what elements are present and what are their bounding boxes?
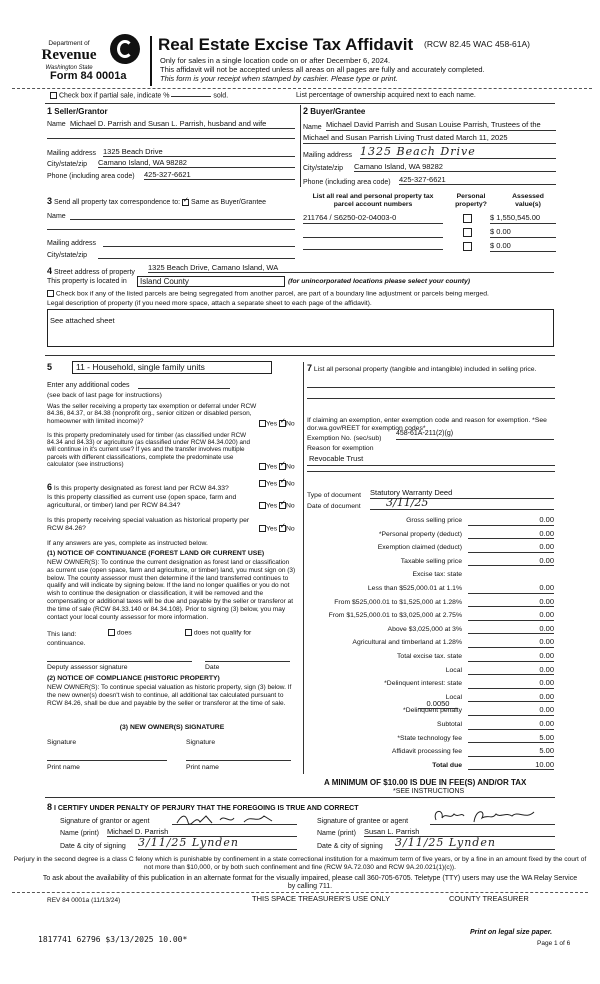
grantor-signature-image: [172, 812, 297, 826]
revenue-label: Revenue: [41, 47, 97, 64]
seller-mailing-field[interactable]: 1325 Beach Drive: [103, 148, 295, 157]
grantee-signature-image: [430, 806, 555, 825]
see-back-note: (see back of last page for instructions): [47, 392, 162, 399]
page-number: Page 1 of 6: [537, 940, 571, 947]
buyer-heading: 2 Buyer/Grantee: [303, 106, 366, 116]
certify-statement: 8 I CERTIFY UNDER PENALTY OF PERJURY THAT THE FOREGOING IS TRUE AND CORRECT: [47, 802, 359, 812]
alt-format-notice: To ask about the availability of this publication in an alternate format for the visually impaired, please call 360-705-6705. Teletype (TTY) users may use the WA Relay Service by calling 711.: [42, 875, 578, 891]
assessed-value-2[interactable]: $ 0.00: [490, 228, 556, 238]
segregate-row: Check box if any of the listed parcels are being segregated from another parcel, are part of a boundary line adjustment or parcels being merged.: [47, 290, 489, 298]
sig-label-1: Signature: [47, 739, 77, 746]
county-select[interactable]: Island County: [137, 276, 285, 287]
continuance-label: continuance.: [47, 640, 86, 647]
parcel-field-2[interactable]: [303, 229, 443, 238]
parcel-field-3[interactable]: [303, 241, 443, 250]
calc-row-value[interactable]: 0.00: [468, 557, 554, 567]
seller-phone-field[interactable]: 425-327-6621: [144, 171, 295, 180]
notice-compliance-title: (2) NOTICE OF COMPLIANCE (HISTORIC PROPERTY): [47, 675, 220, 682]
calc-row-value[interactable]: 0.00: [468, 652, 554, 662]
seller-name-label: Name: [47, 121, 66, 128]
calc-row-value[interactable]: 0.00: [468, 625, 554, 635]
q4-no-checkbox[interactable]: [279, 502, 286, 509]
sig-label-2: Signature: [186, 739, 216, 746]
calc-row-label: Total due: [432, 761, 462, 769]
q-exemption: Was the seller receiving a property tax exemption or deferral under RCW 84.36, 84.37, or 84.38 (nonprofit org., senior citizen or disabled person, homeowner with limited income)?: [47, 403, 257, 425]
segregate-checkbox[interactable]: [47, 290, 54, 297]
q5-no-checkbox[interactable]: [279, 525, 286, 532]
legal-paper-note: Print on legal size paper.: [470, 929, 553, 936]
buyer-phone-field[interactable]: 425-327-6621: [399, 176, 556, 185]
doc-date-label: Date of document: [307, 503, 361, 510]
grantor-name-field[interactable]: Michael D. Parrish: [107, 828, 297, 837]
q1-no-checkbox[interactable]: [279, 420, 286, 427]
seller-city-label: City/state/zip: [47, 161, 88, 168]
sec3-name-field[interactable]: [70, 211, 295, 220]
rcw-ref: (RCW 82.45 WAC 458-61A): [424, 39, 530, 49]
sec4-label: 4 Street address of property: [47, 266, 135, 276]
reason-label: Reason for exemption: [307, 445, 374, 452]
calc-row-value[interactable]: 0.00: [468, 611, 554, 621]
land-use-code-select[interactable]: 11 - Household, single family units: [72, 361, 272, 374]
buyer-mailing-field[interactable]: 1325 Beach Drive: [360, 146, 556, 159]
calc-row-value[interactable]: 0.00: [468, 706, 554, 716]
assessed-value-3[interactable]: $ 0.00: [490, 242, 556, 252]
sec12-top-rule: [45, 103, 555, 104]
ownership-note: List percentage of ownership acquired next to each name.: [296, 92, 476, 99]
calc-row-value[interactable]: 0.00: [468, 638, 554, 648]
seller-phone-label: Phone (including area code): [47, 173, 135, 180]
dor-emblem-icon: [110, 34, 140, 64]
buyer-name-field[interactable]: Michael David Parrish and Susan Louise Parrish, Trustees of the: [326, 121, 556, 131]
does-checkbox[interactable]: [108, 629, 115, 636]
calc-row-value[interactable]: 0.00: [468, 666, 554, 676]
personal-property-label: 7 List all personal property (tangible and intangible) included in selling price.: [307, 363, 537, 373]
reason-field-2: [307, 471, 555, 472]
notice-continuance-title: (1) NOTICE OF CONTINUANCE (FOREST LAND OR CURRENT USE): [47, 550, 265, 557]
calc-row-label: Less than $525,000.01 at 1.1%: [367, 585, 462, 592]
calc-row-label: From $1,525,000.01 to $3,025,000 at 2.75%: [328, 612, 462, 620]
calc-row-value[interactable]: 5.00: [468, 747, 554, 757]
footer-rule: [12, 892, 588, 893]
q-current-use: Is this property classified as current use (open space, farm and agricultural, or timber) land per RCW 84.34?: [47, 494, 237, 509]
q2-no-checkbox[interactable]: [279, 463, 286, 470]
seller-heading: 1 Seller/Grantor: [47, 106, 108, 116]
buyer-city-label: City/state/zip: [303, 165, 344, 172]
sec67-divider: [303, 362, 304, 774]
exemption-no-label: Exemption No. (sec/sub): [307, 435, 382, 442]
calc-row-label: *Delinquent interest: state: [384, 680, 462, 688]
calc-row-label: Local: [445, 693, 462, 701]
grantee-signature-field[interactable]: [430, 806, 555, 825]
q-historic: Is this property receiving special valuation as historical property per RCW 84.26?: [47, 517, 250, 532]
sec3-label: 3 Send all property tax correspondence to: ✓ Same as Buyer/Grantee: [47, 196, 266, 207]
calc-row-label: Total excise tax. state: [397, 653, 462, 660]
state-label: Washington State: [45, 64, 93, 71]
notice-compliance-text: NEW OWNER(S): To continue special valuation as historic property, sign (3) below. If the new owner(s) doesn't wish to continue, all additional tax calculated pursuant to RCW 84.26, shall be due and payable by the seller or transferor at the time of sale.: [47, 684, 292, 707]
personal-property-field-2[interactable]: [307, 398, 555, 399]
dept-label: Department of: [48, 40, 90, 47]
calc-row-label: Subtotal: [437, 721, 462, 728]
calc-row-value[interactable]: 0.00: [468, 530, 554, 540]
note-1: Only for sales in a single location code on or after December 6, 2024.: [160, 56, 391, 65]
sec8-top-rule: [45, 797, 555, 798]
if-yes-note: If any answers are yes, complete as instructed below.: [47, 540, 208, 547]
sec3-mailing-label: Mailing address: [47, 240, 97, 247]
q3-yes-checkbox[interactable]: [259, 480, 266, 487]
form-title: Real Estate Excise Tax Affidavit: [158, 35, 414, 54]
q-timber-answers: Yes ✓ No: [259, 463, 295, 471]
receipt-stamp: 1817741 62796 $3/13/2025 10.00*: [38, 935, 188, 944]
owner-signature-field-1[interactable]: [47, 760, 167, 761]
calc-row-label: Above $3,025,000 at 3%: [387, 625, 462, 633]
doc-type-field[interactable]: Statutory Warranty Deed: [370, 489, 554, 499]
deputy-date-field[interactable]: [205, 661, 290, 662]
personal-checkbox-1[interactable]: [463, 214, 472, 223]
calc-row-label: Affidavit processing fee: [391, 748, 462, 756]
buyer-name-field-2[interactable]: Michael and Susan Parrish Living Trust dated March 11, 2025: [303, 134, 556, 144]
seller-name-line2: [47, 138, 295, 139]
new-owner-sig-title: (3) NEW OWNER(S) SIGNATURE: [119, 724, 225, 731]
buyer-mailing-label: Mailing address: [303, 152, 353, 159]
personal-property-field-1[interactable]: [307, 387, 555, 388]
sec5-number: 5: [47, 362, 53, 372]
note-2: This affidavit will not be accepted unless all areas on all pages are fully and accurately completed.: [160, 65, 485, 74]
sec3-city-field[interactable]: [98, 250, 295, 259]
does-not-option: does not qualify for: [185, 629, 251, 637]
sec3-mailing-field[interactable]: [103, 238, 295, 247]
sec3-name-label: Name: [47, 213, 66, 220]
seller-city-field[interactable]: Camano Island, WA 98282: [98, 159, 295, 168]
grantee-sig-label: Signature of grantee or agent: [317, 818, 409, 825]
q3-no-checkbox[interactable]: [279, 480, 286, 487]
this-land-label: This land:: [47, 631, 77, 638]
q-historic-answers: Yes ✓ No: [259, 525, 295, 533]
sec3-name-line2: [47, 229, 295, 230]
partial-sale-row: [50, 92, 228, 100]
reason-field[interactable]: Revocable Trust: [307, 455, 555, 466]
print-name-label-1: Print name: [47, 764, 80, 771]
owner-signature-field-2[interactable]: [186, 760, 291, 761]
personal-checkbox-3[interactable]: [463, 242, 472, 251]
assessed-value-1[interactable]: $ 1,550,545.00: [490, 214, 556, 224]
see-instructions-note: *SEE INSTRUCTIONS: [393, 788, 465, 795]
legal-desc-label: Legal description of property (if you need more space, attach a separate sheet to each page of the affidavit).: [47, 300, 372, 307]
exemption-instructions: If claiming an exemption, enter exemption code and reason for exemption. *See dor.wa.gov/REET for exemption codes*: [307, 417, 547, 432]
calc-row-label: Excise tax: state: [412, 571, 462, 579]
calc-row-value[interactable]: 0.00: [468, 693, 554, 703]
calc-row-label: Agricultural and timberland at 1.28%: [352, 639, 462, 647]
deputy-label: Deputy assessor signature: [47, 664, 128, 671]
grantor-sig-label: Signature of grantor or agent: [60, 818, 150, 825]
calc-row-value[interactable]: 0.00: [468, 598, 554, 608]
seller-mailing-label: Mailing address: [47, 150, 97, 157]
q-forest-answers: Yes ✓ No: [259, 480, 295, 488]
seller-name-field[interactable]: Michael D. Parrish and Susan L. Parrish, husband and wife: [70, 120, 295, 129]
exemption-no-field[interactable]: 458-61A-211(2)(g): [396, 430, 554, 440]
grantor-name-label: Name (print): [60, 830, 99, 837]
calc-row-value[interactable]: 0.00: [468, 720, 554, 730]
calc-row-label: Gross selling price: [406, 517, 462, 524]
local-rate-field[interactable]: 0.0050: [418, 700, 458, 709]
personal-col-header: Personal property?: [455, 193, 487, 208]
buyer-name-label: Name: [303, 124, 322, 131]
unincorporated-note: (for unincorporated locations please select your county): [288, 278, 471, 285]
q1-yes-checkbox[interactable]: [259, 420, 266, 427]
calc-row-value[interactable]: 10.00: [468, 761, 554, 771]
grantor-signature-field[interactable]: [172, 812, 297, 825]
q-current-use-answers: Yes ✓ No: [259, 502, 295, 510]
q2-yes-checkbox[interactable]: [259, 463, 266, 470]
doc-date-field[interactable]: 3/11/25: [370, 497, 554, 510]
same-as-buyer-checkbox[interactable]: [182, 199, 189, 206]
calc-row-value[interactable]: 0.00: [468, 543, 554, 553]
rev-code: REV 84 0001a (11/13/24): [47, 897, 121, 904]
q4-yes-checkbox[interactable]: [259, 502, 266, 509]
grantor-date-field[interactable]: 3/11/25 Lynden: [138, 837, 297, 850]
personal-checkbox-2[interactable]: [463, 228, 472, 237]
dor-logo: [28, 40, 110, 72]
sec3-city-label: City/state/zip: [47, 252, 88, 259]
calc-row-value[interactable]: 0.00: [468, 516, 554, 526]
notice-continuance-text: NEW OWNER(S): To continue the current designation as forest land or classification as current use (open space, farm and agriculture, or timber) land, you must sign on (3) below. The county assessor must then determine if the land transferred continues to qualify and will indicate by signing below. If the land no longer qualifies or you do not wish to continue the designation or classification, it will be removed and the compensating or additional taxes will be due and payable by the seller or transferor at the time of sale (RCW 84.33.140 or 84.34.108). Prior to signing (3) below, you may contact your local county assessor for more information.: [47, 559, 296, 621]
perjury-notice: Perjury in the second degree is a class C felony which is punishable by confinement in a state correctional institution for a maximum term of five years, or by a fine in an amount fixed by the court of not more than $10,000, or by both such confinement and fine (RCW 9A.72.030 and RCW 9A.20.021(1)(c)).: [13, 856, 587, 871]
calc-row-label: From $525,000.01 to $1,525,000 at 1.28%: [334, 598, 462, 606]
county-treasurer-label: COUNTY TREASURER: [449, 894, 529, 903]
legal-description-box[interactable]: See attached sheet: [47, 309, 554, 347]
partial-sale-label: Check box if partial sale, indicate %: [58, 92, 170, 100]
calc-row-value[interactable]: 5.00: [468, 734, 554, 744]
grantor-date-label: Date & city of signing: [60, 843, 126, 850]
grantee-date-label: Date & city of signing: [317, 843, 383, 850]
street-address-field[interactable]: 1325 Beach Drive, Camano Island, WA: [148, 264, 554, 273]
calc-row-label: *Personal property (deduct): [378, 530, 462, 538]
grantee-name-field[interactable]: Susan L. Parrish: [364, 828, 555, 837]
grantee-name-label: Name (print): [317, 830, 356, 837]
assessed-col-header: Assessed value(s): [512, 193, 544, 208]
deputy-signature-field[interactable]: [47, 661, 192, 662]
parcel-col-header: List all real and personal property tax parcel account numbers: [312, 193, 434, 208]
sold-label: sold.: [213, 92, 229, 100]
partial-sale-checkbox[interactable]: [50, 92, 57, 99]
does-option: does: [108, 629, 132, 637]
calc-row-label: Taxable selling price: [400, 557, 462, 565]
calc-row-label: Local: [445, 666, 462, 674]
deputy-date-label: Date: [205, 664, 220, 671]
calc-row-value[interactable]: 0.00: [468, 584, 554, 594]
grantee-date-field[interactable]: 3/11/25 Lynden: [395, 837, 555, 850]
buyer-city-field[interactable]: Camano Island, WA 98282: [354, 163, 556, 172]
sec5-top-rule: [45, 355, 555, 356]
header-rule: [12, 88, 592, 89]
calc-row-label: *State technology fee: [397, 734, 462, 742]
calc-row-label: Exemption claimed (deduct): [377, 544, 462, 552]
q-exemption-answers: Yes ✓ No: [259, 420, 295, 428]
q-timber: Is this property predominately used for timber (as classified under RCW 84.34 and 84.33) or agriculture (as classified under RCW 84.34.020) and will continue in it's current use? If yes and the transfer involves multiple parcels with different classifications, complete the predominate use calculator (see instructions): [47, 432, 251, 468]
print-name-label-2: Print name: [186, 764, 219, 771]
q-forest: 6 Is this property designated as forest land per RCW 84.33?: [47, 482, 229, 492]
parcel-field-1[interactable]: 211764 / S6250-02-04003-0: [303, 214, 443, 224]
doc-type-label: Type of document: [307, 492, 362, 499]
minimum-due-note: A MINIMUM OF $10.00 IS DUE IN FEE(S) AND/OR TAX: [324, 778, 527, 787]
additional-codes-field[interactable]: [138, 380, 230, 389]
calc-row-label: *Delinquent penalty: [403, 707, 462, 715]
buyer-phone-label: Phone (including area code): [303, 179, 391, 186]
form-number: Form 84 0001a: [50, 70, 127, 82]
located-label: This property is located in: [47, 278, 127, 285]
q5-yes-checkbox[interactable]: [259, 525, 266, 532]
does-not-checkbox[interactable]: [185, 629, 192, 636]
sec12-divider: [300, 105, 301, 187]
header-divider: [150, 36, 152, 86]
additional-codes-label: Enter any additional codes: [47, 382, 130, 389]
treasurer-use-label: THIS SPACE TREASURER'S USE ONLY: [252, 894, 391, 903]
calc-row-value[interactable]: 0.00: [468, 679, 554, 689]
note-3: This form is your receipt when stamped by cashier. Please type or print.: [160, 74, 398, 83]
